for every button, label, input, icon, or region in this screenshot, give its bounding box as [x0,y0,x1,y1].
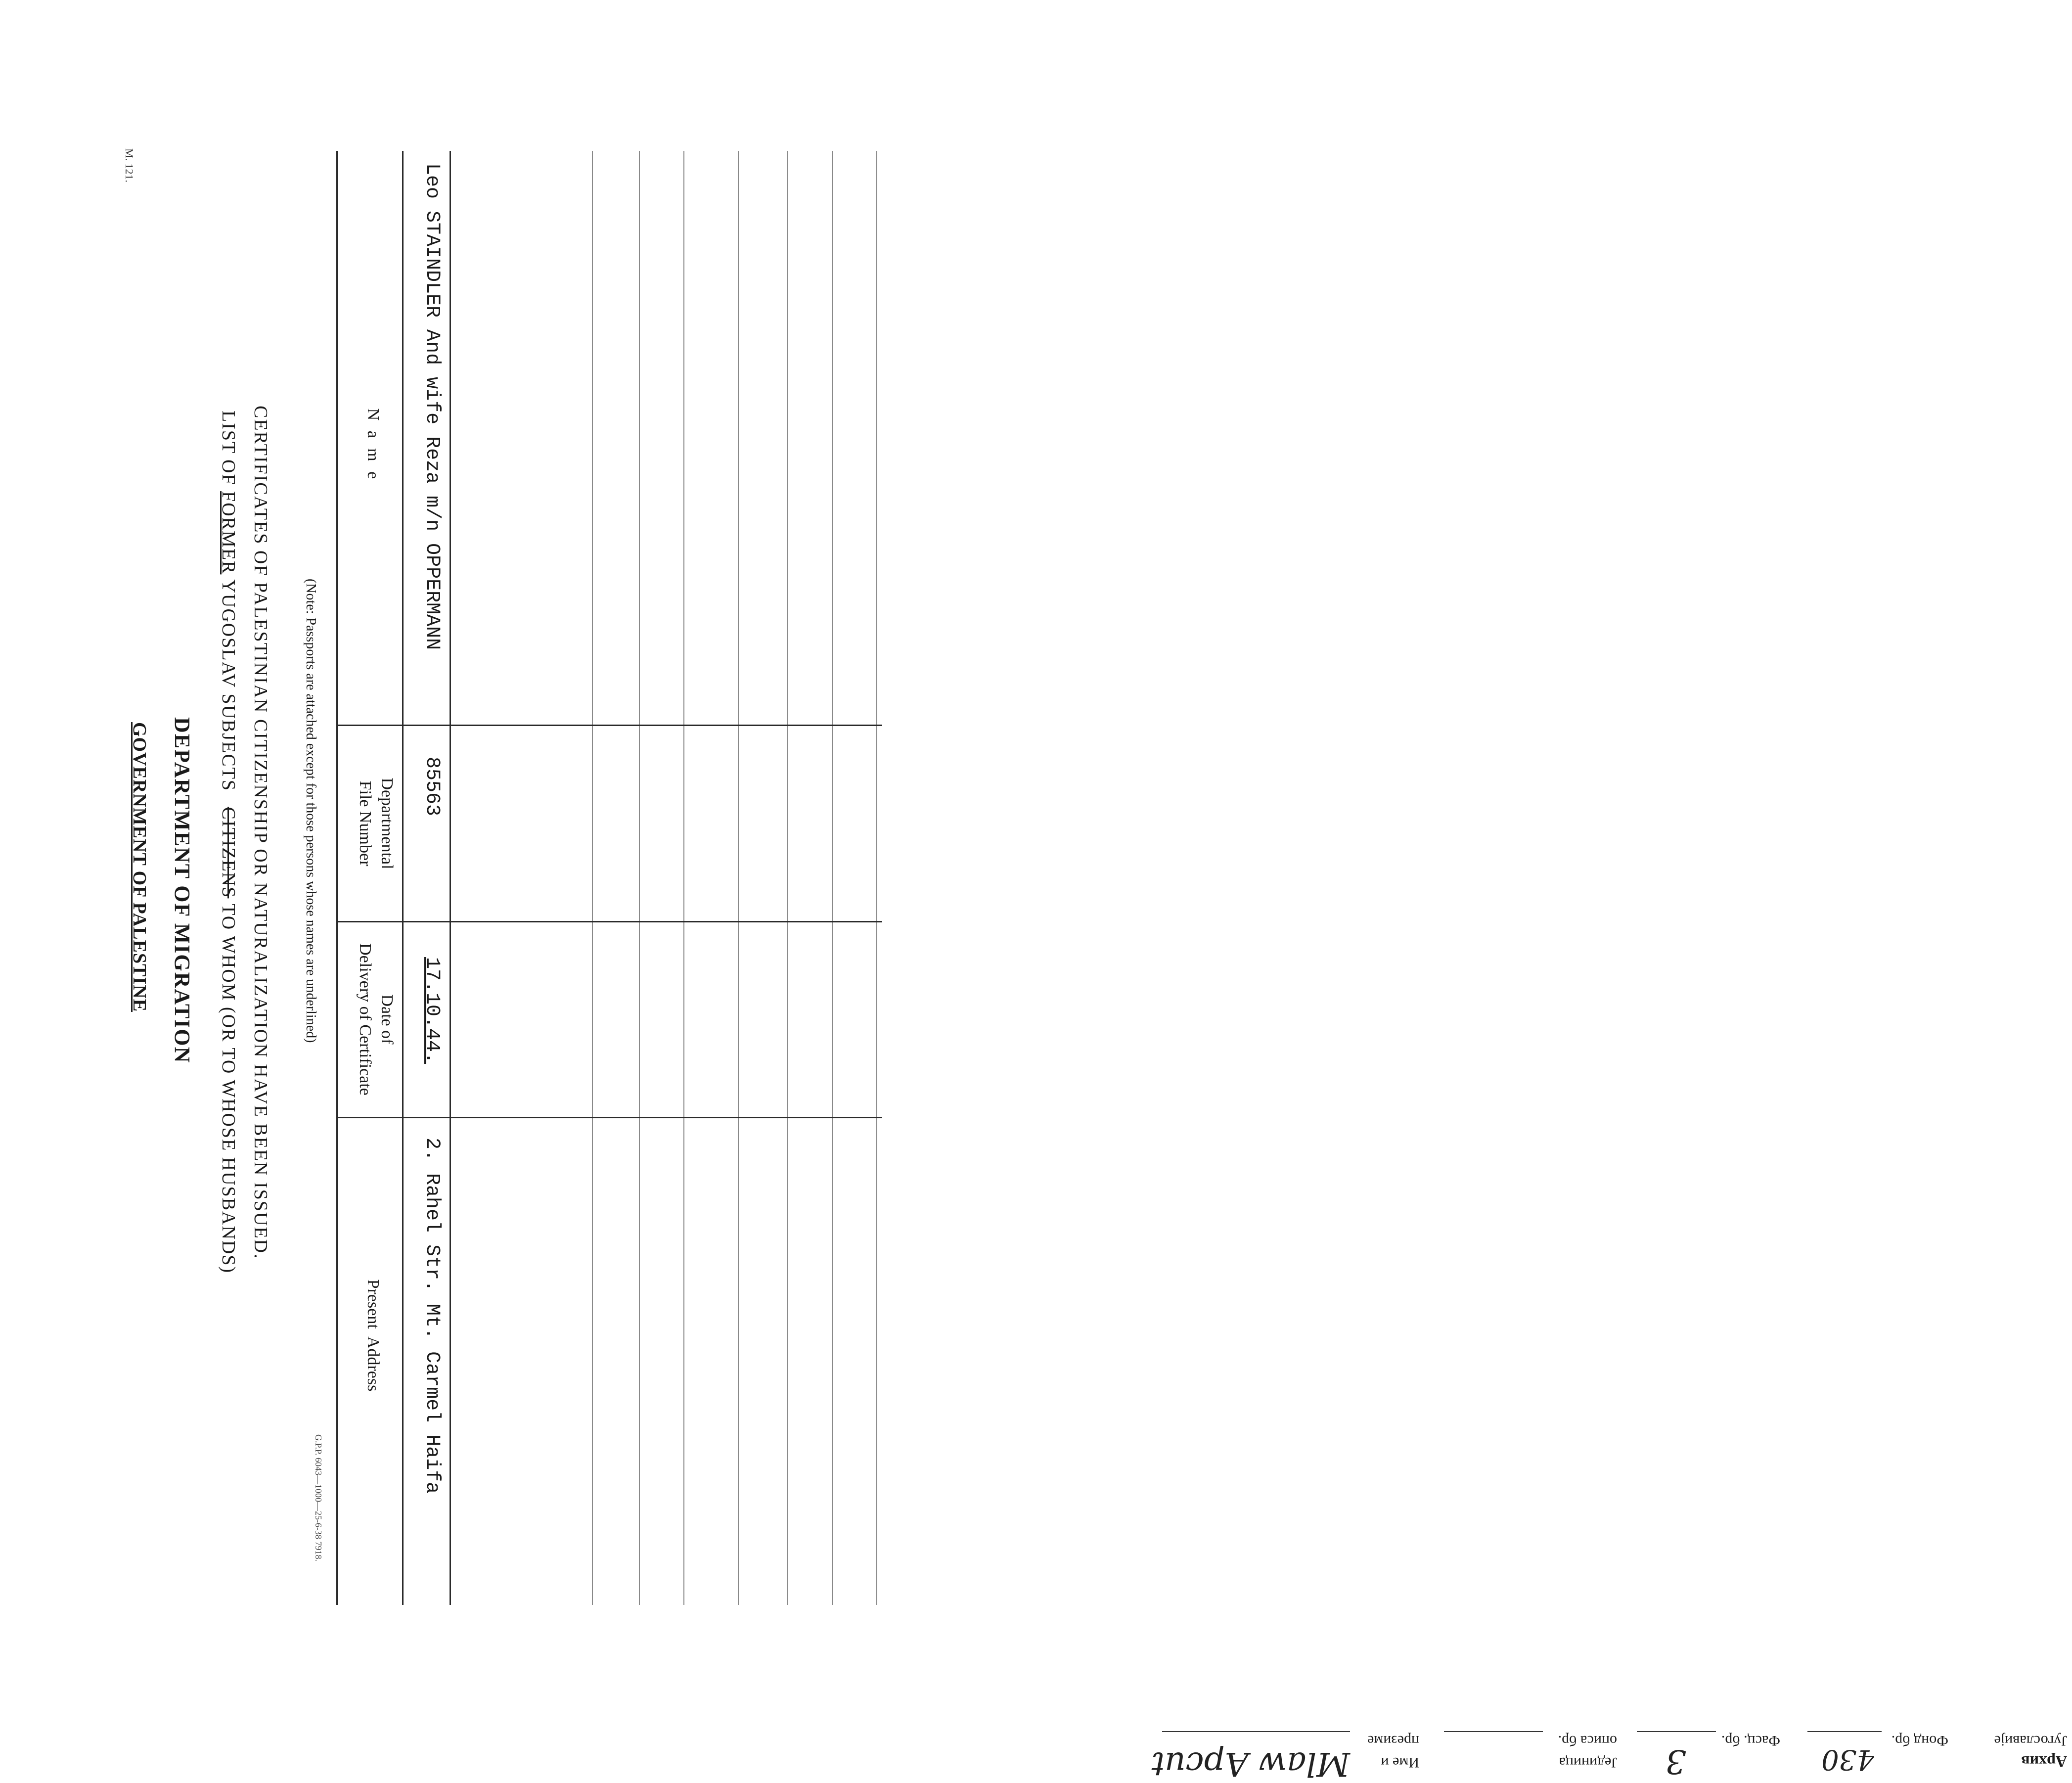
row-rule [683,151,684,1605]
signature-value: Mlaw Apcut [1151,1745,1350,1783]
fasc-label: Фасц. бр. [1721,1733,1780,1749]
name-underline [1162,1731,1350,1732]
row-rule [592,151,593,1605]
table-top-rule [336,151,338,1605]
archive-stamp [1029,1652,2072,1783]
column-header-name: N a m e [364,408,382,482]
column-header-address: Present Address [364,1279,382,1392]
row-rule [832,151,833,1605]
government-title: GOVERNMENT OF PALESTINE [129,722,150,1012]
row-rule [787,151,788,1605]
table-row-rule [450,151,451,1605]
printer-reference: G.P.P. 6043—1000—25-6-38 7918. [314,1434,323,1562]
archive-stamp-title: Архив [2021,1753,2067,1771]
name-label-2: презиме [1367,1733,1419,1749]
fond-value: 430 [1821,1743,1874,1776]
row-rule [738,151,739,1605]
unit-label-2: описа бр. [1558,1733,1617,1749]
archive-stamp-subtitle: Југославије [1994,1733,2067,1749]
name-label-1: Име и [1381,1754,1419,1771]
row-rule [876,151,877,1605]
department-title: DEPARTMENT OF MIGRATION [170,717,194,1064]
column-separator [338,1117,882,1118]
table-cell-address: 2. Rahel Str. Mt. Carmel Haifa [421,1138,443,1494]
table-header-bottom-rule [402,151,404,1605]
table-cell-file-number: 85563 [421,757,443,817]
column-header-file-number: Departmental File Number [356,777,396,869]
unit-label-1: Јединица [1559,1754,1617,1771]
passport-note: (Note: Passports are attached except for those persons whose names are underlined) [303,579,318,1043]
table-cell-date: 17.10.44. [421,957,443,1064]
table-cell-name: Leo STAINDLER And wife Reza m/n OPPERMANN [421,163,443,650]
fond-underline [1807,1731,1882,1732]
fasc-value: 3 [1666,1742,1686,1781]
list-title-line-2: CERTIFICATES OF PALESTINIAN CITIZENSHIP OR NATURALIZATION HAVE BEEN ISSUED. [250,406,271,1260]
column-separator [338,725,882,726]
list-title-line-1: LIST OF FORMER YUGOSLAV SUBJECTS CITIZENS TO WHOM (OR TO WHOSE HUSBANDS) [218,411,239,1274]
fasc-underline [1637,1731,1716,1732]
form-number: M. 121. [123,148,135,183]
column-separator [338,921,882,922]
column-header-date: Date of Delivery of Certificate [356,943,396,1096]
unit-underline [1444,1731,1543,1732]
row-rule [639,151,640,1605]
fond-label: Фонд бр. [1891,1733,1948,1749]
